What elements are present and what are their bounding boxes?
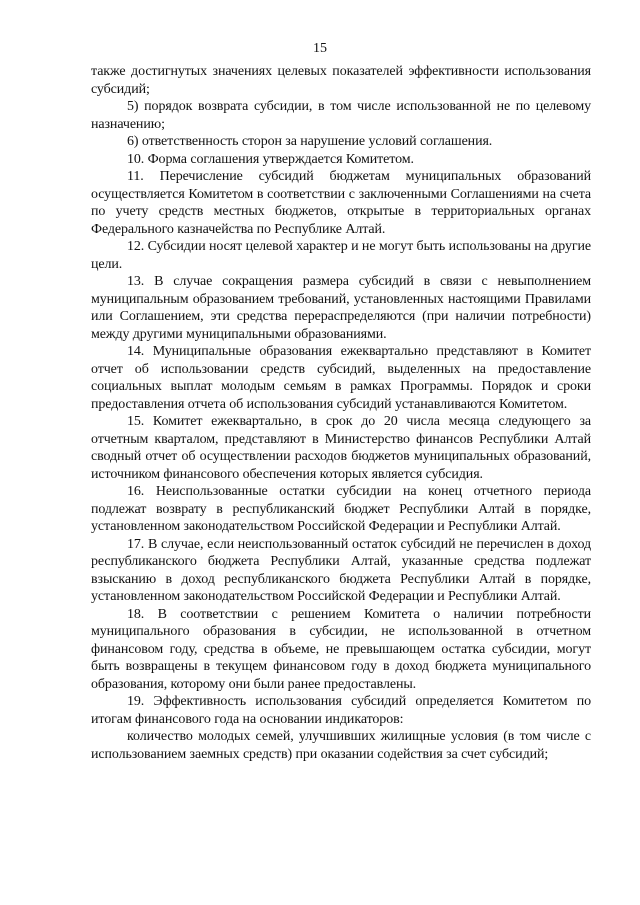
paragraph-item-5: 5) порядок возврата субсидии, в том числе использованной не по целевому назначению; <box>91 99 591 132</box>
paragraph-continuation: также достигнутых значениях целевых показателей эффективности использования субсидий; <box>91 64 591 97</box>
paragraph-indicator: количество молодых семей, улучшивших жилищные условия (в том числе с использованием заемных средств) при оказании содействия за счет субсидий; <box>91 729 591 762</box>
paragraph-10: 10. Форма соглашения утверждается Комитетом. <box>127 151 414 167</box>
document-body <box>91 63 591 763</box>
paragraph-12: 12. Субсидии носят целевой характер и не могут быть использованы на другие цели. <box>91 239 591 272</box>
paragraph-16: 16. Неиспользованные остатки субсидии на конец отчетного периода подлежат возврату в республиканский бюджет Республики Алтай в порядке, установленном законодательством Российской Федерации и Республики Алтай. <box>91 484 591 534</box>
paragraph-14: 14. Муниципальные образования ежеквартально представляют в Комитет отчет об использовании средств субсидий, выделенных на предоставление социальных выплат молодым семьям в рамках Программы. Порядок и сроки предоставления отчета об использования субсидий устанавливаются Комитетом. <box>91 344 591 412</box>
paragraph-19: 19. Эффективность использования субсидий определяется Комитетом по итогам финансового года на основании индикаторов: <box>91 694 591 727</box>
paragraph-13: 13. В случае сокращения размера субсидий в связи с невыполнением муниципальным образованием требований, установленных настоящими Правилами или Соглашением, эти средства перераспределяются (при наличии потребности) между другими муниципальными образованиями. <box>91 274 591 342</box>
paragraph-item-6: 6) ответственность сторон за нарушение условий соглашения. <box>127 134 493 149</box>
paragraph-17: 17. В случае, если неиспользованный остаток субсидий не перечислен в доход республиканского бюджета Республики Алтай, указанные средства подлежат взысканию в доход республиканского бюджета Республики Алтай в порядке, установленном законодательством Российской Федерации и Республики Алтай. <box>91 536 591 604</box>
paragraph-18: 18. В соответствии с решением Комитета о наличии потребности муниципального образования в субсидии, не использованной в отчетном финансовом году, средства в объеме, не превышающем остатка субсидии, могут быть возвращены в текущем финансовом году в доход бюджета муниципального образования, которому они были ранее предоставлены. <box>91 606 591 692</box>
page-number: 15 <box>313 41 327 56</box>
paragraph-11: 11. Перечисление субсидий бюджетам муниципальных образований осуществляется Комитетом в соответствии с заключенными Соглашениями на счета по учету средств местных бюджетов, открытые в территориальных органах Федерального казначейства по Республике Алтай. <box>91 169 591 237</box>
paragraph-15: 15. Комитет ежеквартально, в срок до 20 числа месяца следующего за отчетным кварталом, представляют в Министерство финансов Республики Алтай сводный отчет об осуществлении расходов бюджетов муниципальных образований, источником финансового обеспечения которых является субсидия. <box>91 414 591 482</box>
